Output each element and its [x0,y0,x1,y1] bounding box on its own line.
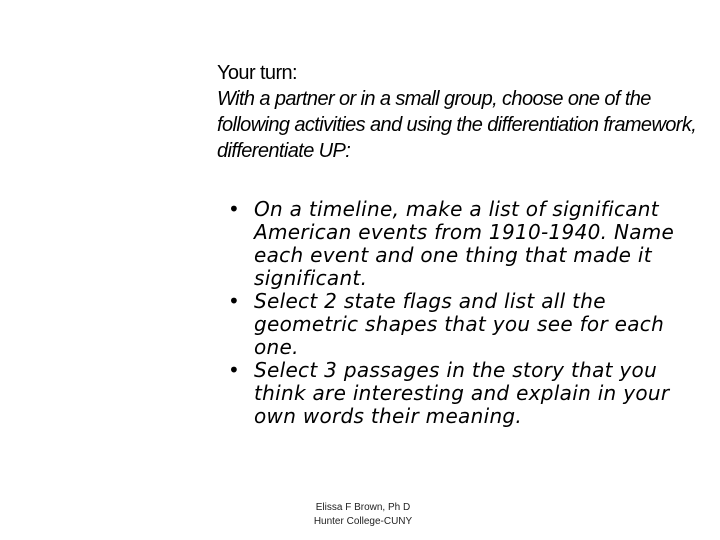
list-item [228,198,698,290]
bullet-icon: • [228,289,241,313]
slide-heading [217,60,707,164]
list-item-text: Select 2 state flags and list all the geometric shapes that you see for each one. [254,289,665,359]
slide-footer [298,501,428,529]
footer-author: Elissa F Brown, Ph D [315,502,411,513]
activity-list [228,198,698,428]
heading-title: Your turn: [217,62,297,84]
list-item-text: Select 3 passages in the story that you think are interesting and explain in your own words their meaning. [254,358,670,428]
heading-instructions: With a partner or in a small group, choose one of the following activities and using the differentiation framework, differentiate UP: [217,88,697,162]
bullet-icon: • [228,358,241,382]
footer-affiliation: Hunter College-CUNY [313,516,413,527]
list-item-text: On a timeline, make a list of significant American events from 1910-1940. Name each event and one thing that made it significant. [254,197,675,290]
list-item [228,290,698,359]
list-item [228,359,698,428]
bullet-icon: • [228,197,241,221]
